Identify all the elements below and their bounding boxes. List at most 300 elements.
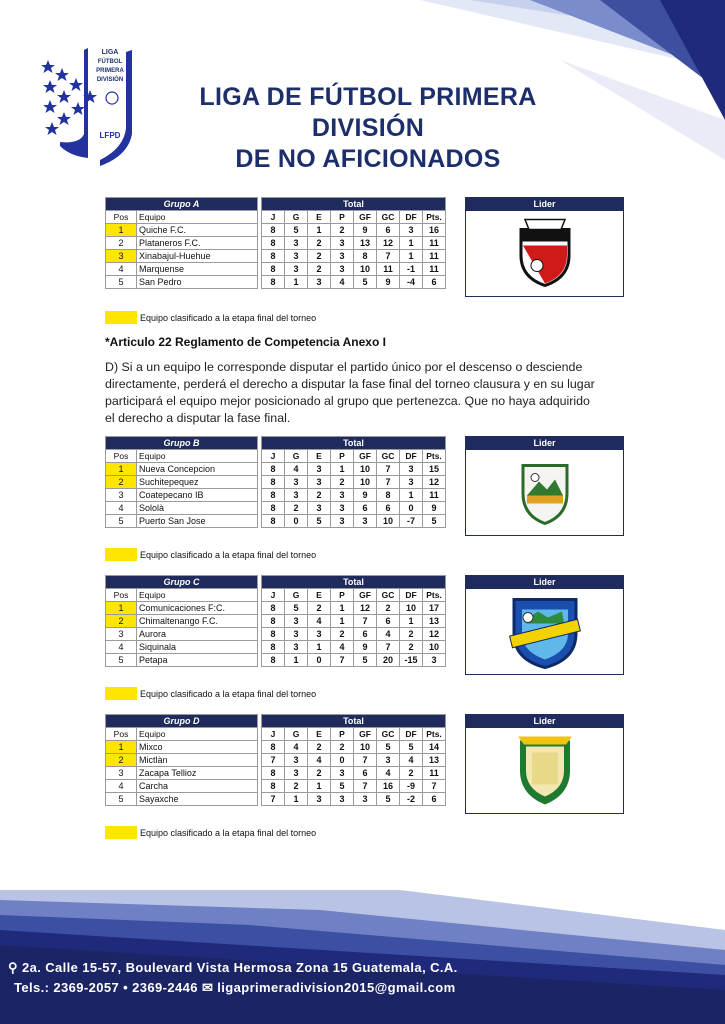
col-g: G [285, 589, 308, 602]
row-pts: 6 [423, 793, 446, 806]
ball-icon [106, 92, 118, 104]
row-gc: 9 [377, 276, 400, 289]
row-p: 3 [331, 237, 354, 250]
leader-header: Lider [466, 576, 623, 589]
row-e: 2 [308, 237, 331, 250]
col-j: J [262, 728, 285, 741]
leader-box [465, 714, 624, 814]
legend-text: Equipo clasificado a la etapa final del torneo [140, 688, 317, 699]
row-df: -4 [400, 276, 423, 289]
quiche-crest-icon [515, 215, 575, 287]
table-row [106, 741, 446, 754]
row-team: Puerto San Jose [137, 515, 258, 528]
col-team: Equipo [137, 450, 258, 463]
table-row [106, 237, 446, 250]
row-j: 8 [262, 224, 285, 237]
row-team: Quiche F.C. [137, 224, 258, 237]
leader-crest [466, 211, 623, 296]
col-p: P [331, 450, 354, 463]
footer-email: ligaprimeradivision2015@gmail.com [217, 980, 456, 995]
row-e: 2 [308, 602, 331, 615]
footer-address-line [8, 960, 458, 976]
col-gc: GC [377, 211, 400, 224]
row-p: 3 [331, 489, 354, 502]
col-df: DF [400, 450, 423, 463]
group-name: Grupo D [106, 715, 258, 728]
row-pts: 10 [423, 641, 446, 654]
title-line-1: LIGA DE FÚTBOL PRIMERA DIVISIÓN [199, 83, 537, 142]
row-p: 1 [331, 602, 354, 615]
col-pos: Pos [106, 589, 137, 602]
table-row [106, 515, 446, 528]
table-row [106, 489, 446, 502]
row-gc: 11 [377, 263, 400, 276]
row-g: 3 [285, 641, 308, 654]
footer-contact-line [14, 980, 456, 996]
row-p: 1 [331, 615, 354, 628]
table-row [106, 276, 446, 289]
row-pos: 2 [106, 615, 137, 628]
row-gf: 10 [354, 741, 377, 754]
col-p: P [331, 589, 354, 602]
row-g: 2 [285, 780, 308, 793]
logo-line-4: DIVISIÓN [96, 77, 124, 83]
col-j: J [262, 589, 285, 602]
row-pts: 11 [423, 767, 446, 780]
row-df: -15 [400, 654, 423, 667]
col-team: Equipo [137, 589, 258, 602]
row-gc: 3 [377, 754, 400, 767]
row-pos: 2 [106, 237, 137, 250]
col-gc: GC [377, 589, 400, 602]
col-g: G [285, 728, 308, 741]
row-gc: 16 [377, 780, 400, 793]
col-e: E [308, 211, 331, 224]
row-gf: 5 [354, 276, 377, 289]
row-gf: 9 [354, 224, 377, 237]
row-gc: 4 [377, 628, 400, 641]
row-g: 5 [285, 224, 308, 237]
row-df: 1 [400, 615, 423, 628]
row-j: 8 [262, 515, 285, 528]
col-df: DF [400, 589, 423, 602]
row-j: 8 [262, 628, 285, 641]
legend-swatch [105, 548, 137, 561]
row-p: 2 [331, 224, 354, 237]
row-gf: 6 [354, 628, 377, 641]
row-team: Mixco [137, 741, 258, 754]
table-row [106, 602, 446, 615]
row-pts: 3 [423, 654, 446, 667]
row-j: 8 [262, 780, 285, 793]
row-p: 3 [331, 502, 354, 515]
row-gf: 13 [354, 237, 377, 250]
col-p: P [331, 211, 354, 224]
row-df: -2 [400, 793, 423, 806]
total-header: Total [262, 198, 446, 211]
row-p: 3 [331, 793, 354, 806]
table-row [106, 793, 446, 806]
row-g: 3 [285, 476, 308, 489]
row-gf: 7 [354, 780, 377, 793]
col-team: Equipo [137, 728, 258, 741]
row-e: 3 [308, 502, 331, 515]
row-p: 2 [331, 741, 354, 754]
row-e: 2 [308, 250, 331, 263]
col-pts: Pts. [423, 450, 446, 463]
col-pts: Pts. [423, 211, 446, 224]
row-team: Nueva Concepcion [137, 463, 258, 476]
table-row [106, 250, 446, 263]
row-e: 4 [308, 754, 331, 767]
row-j: 8 [262, 276, 285, 289]
col-pts: Pts. [423, 728, 446, 741]
row-pts: 16 [423, 224, 446, 237]
row-pos: 1 [106, 224, 137, 237]
row-team: Plataneros F.C. [137, 237, 258, 250]
leader-box [465, 436, 624, 536]
legend-a [105, 311, 316, 324]
row-gf: 7 [354, 615, 377, 628]
row-gf: 9 [354, 641, 377, 654]
standings-table [105, 575, 446, 667]
row-j: 8 [262, 654, 285, 667]
total-header: Total [262, 437, 446, 450]
col-p: P [331, 728, 354, 741]
row-pts: 15 [423, 463, 446, 476]
row-gf: 5 [354, 654, 377, 667]
table-row [106, 224, 446, 237]
row-e: 3 [308, 793, 331, 806]
row-team: Zacapa Tellioz [137, 767, 258, 780]
row-g: 4 [285, 463, 308, 476]
legend-text: Equipo clasificado a la etapa final del torneo [140, 312, 317, 323]
legend-swatch [105, 826, 137, 839]
row-team: Coatepecano IB [137, 489, 258, 502]
row-pts: 17 [423, 602, 446, 615]
row-pts: 13 [423, 615, 446, 628]
footer [0, 870, 725, 1024]
row-p: 3 [331, 515, 354, 528]
row-pos: 4 [106, 780, 137, 793]
row-df: 10 [400, 602, 423, 615]
row-j: 8 [262, 641, 285, 654]
table-row [106, 476, 446, 489]
row-pos: 1 [106, 463, 137, 476]
row-j: 8 [262, 463, 285, 476]
table-row [106, 641, 446, 654]
leader-header: Lider [466, 198, 623, 211]
standings-table [105, 197, 446, 289]
row-p: 3 [331, 250, 354, 263]
row-j: 8 [262, 476, 285, 489]
row-j: 8 [262, 489, 285, 502]
row-j: 8 [262, 237, 285, 250]
col-pos: Pos [106, 211, 137, 224]
row-pos: 2 [106, 476, 137, 489]
col-gf: GF [354, 450, 377, 463]
row-gc: 7 [377, 463, 400, 476]
email-icon: ✉ [201, 980, 214, 995]
row-g: 0 [285, 515, 308, 528]
row-df: -7 [400, 515, 423, 528]
col-pts: Pts. [423, 589, 446, 602]
row-pts: 5 [423, 515, 446, 528]
row-g: 3 [285, 263, 308, 276]
row-df: 1 [400, 489, 423, 502]
row-gc: 7 [377, 641, 400, 654]
row-team: Siquinala [137, 641, 258, 654]
row-df: 2 [400, 641, 423, 654]
col-g: G [285, 450, 308, 463]
row-gf: 7 [354, 754, 377, 767]
row-j: 8 [262, 602, 285, 615]
logo-abbr: LFPD [99, 131, 121, 140]
footer-phones: Tels.: 2369-2057 • 2369-2446 [14, 980, 198, 995]
table-row [106, 615, 446, 628]
row-e: 2 [308, 767, 331, 780]
row-gf: 10 [354, 263, 377, 276]
col-df: DF [400, 728, 423, 741]
legend-c [105, 687, 316, 700]
row-pos: 3 [106, 767, 137, 780]
row-gc: 7 [377, 476, 400, 489]
row-gf: 3 [354, 515, 377, 528]
legend-d [105, 826, 316, 839]
row-team: Suchitepequez [137, 476, 258, 489]
row-gf: 12 [354, 602, 377, 615]
row-pts: 14 [423, 741, 446, 754]
row-team: Petapa [137, 654, 258, 667]
col-j: J [262, 211, 285, 224]
row-p: 4 [331, 641, 354, 654]
row-e: 2 [308, 741, 331, 754]
total-header: Total [262, 715, 446, 728]
row-gf: 10 [354, 476, 377, 489]
row-df: 2 [400, 767, 423, 780]
table-row [106, 502, 446, 515]
row-e: 2 [308, 263, 331, 276]
table-row [106, 628, 446, 641]
row-pos: 1 [106, 741, 137, 754]
row-e: 4 [308, 615, 331, 628]
row-j: 8 [262, 502, 285, 515]
row-j: 8 [262, 767, 285, 780]
row-j: 7 [262, 793, 285, 806]
row-gf: 3 [354, 793, 377, 806]
row-g: 3 [285, 628, 308, 641]
row-gc: 8 [377, 489, 400, 502]
row-pts: 12 [423, 476, 446, 489]
row-pos: 3 [106, 628, 137, 641]
row-gc: 20 [377, 654, 400, 667]
row-team: Aurora [137, 628, 258, 641]
leader-crest [466, 728, 623, 813]
row-df: 3 [400, 463, 423, 476]
row-df: -1 [400, 263, 423, 276]
row-pts: 11 [423, 237, 446, 250]
row-j: 8 [262, 250, 285, 263]
row-e: 3 [308, 276, 331, 289]
row-pos: 5 [106, 654, 137, 667]
leader-box [465, 575, 624, 675]
row-g: 3 [285, 489, 308, 502]
row-team: Carcha [137, 780, 258, 793]
logo-line-1: LIGA [101, 49, 119, 56]
row-g: 2 [285, 502, 308, 515]
row-pos: 3 [106, 489, 137, 502]
row-g: 4 [285, 741, 308, 754]
row-p: 2 [331, 476, 354, 489]
page-title [158, 82, 578, 175]
row-pts: 11 [423, 489, 446, 502]
article-text: D) Si a un equipo le corresponde disputar el partido único por el descenso o desciende directamente, perderá el derecho a disputar la fase final del torneo clausura y en su lugar participará el equipo mejor posicionado al grupo que pertenezca. Que no haya adquirido el derecho a disputar la fase final. [105, 360, 595, 425]
row-team: Comunicaciones F:C. [137, 602, 258, 615]
row-g: 3 [285, 237, 308, 250]
row-team: Chimaltenango F.C. [137, 615, 258, 628]
row-gc: 12 [377, 237, 400, 250]
row-j: 7 [262, 754, 285, 767]
row-e: 1 [308, 780, 331, 793]
row-gf: 6 [354, 767, 377, 780]
table-row [106, 654, 446, 667]
row-e: 3 [308, 476, 331, 489]
row-team: Xinabajul-Huehue [137, 250, 258, 263]
row-p: 3 [331, 767, 354, 780]
nueva-concepcion-crest-icon [517, 455, 573, 525]
col-gf: GF [354, 211, 377, 224]
row-gc: 5 [377, 793, 400, 806]
row-e: 5 [308, 515, 331, 528]
footer-address: 2a. Calle 15-57, Boulevard Vista Hermosa Zona 15 Guatemala, C.A. [21, 960, 458, 975]
row-pts: 9 [423, 502, 446, 515]
row-g: 1 [285, 793, 308, 806]
row-pos: 4 [106, 263, 137, 276]
group-name: Grupo A [106, 198, 258, 211]
row-team: San Pedro [137, 276, 258, 289]
row-gc: 6 [377, 224, 400, 237]
row-gc: 5 [377, 741, 400, 754]
row-df: 1 [400, 250, 423, 263]
row-pos: 1 [106, 602, 137, 615]
row-j: 8 [262, 263, 285, 276]
standings-table [105, 436, 446, 528]
row-gc: 4 [377, 767, 400, 780]
table-row [106, 754, 446, 767]
row-e: 2 [308, 489, 331, 502]
row-g: 1 [285, 276, 308, 289]
row-pts: 7 [423, 780, 446, 793]
legend-text: Equipo clasificado a la etapa final del torneo [140, 827, 317, 838]
row-pts: 13 [423, 754, 446, 767]
league-logo [40, 38, 150, 178]
row-df: 5 [400, 741, 423, 754]
row-gc: 10 [377, 515, 400, 528]
leader-box [465, 197, 624, 297]
legend-b [105, 548, 316, 561]
row-team: Sayaxche [137, 793, 258, 806]
col-gf: GF [354, 728, 377, 741]
leader-crest [466, 450, 623, 535]
row-e: 1 [308, 641, 331, 654]
standings-table [105, 714, 446, 806]
row-p: 1 [331, 463, 354, 476]
comunicaciones-crest-icon [506, 589, 584, 669]
row-g: 3 [285, 767, 308, 780]
col-gc: GC [377, 450, 400, 463]
row-gf: 8 [354, 250, 377, 263]
legend-text: Equipo clasificado a la etapa final del torneo [140, 549, 317, 560]
row-p: 2 [331, 628, 354, 641]
row-team: Marquense [137, 263, 258, 276]
logo-line-3: PRIMERA [96, 68, 124, 74]
row-gc: 6 [377, 615, 400, 628]
leader-header: Lider [466, 715, 623, 728]
row-gf: 6 [354, 502, 377, 515]
row-e: 3 [308, 463, 331, 476]
row-pts: 6 [423, 276, 446, 289]
row-g: 5 [285, 602, 308, 615]
row-pos: 4 [106, 502, 137, 515]
row-p: 7 [331, 654, 354, 667]
row-df: 2 [400, 628, 423, 641]
row-pts: 11 [423, 250, 446, 263]
row-g: 1 [285, 654, 308, 667]
row-gf: 10 [354, 463, 377, 476]
col-team: Equipo [137, 211, 258, 224]
row-p: 0 [331, 754, 354, 767]
row-gc: 2 [377, 602, 400, 615]
title-line-2: DE NO AFICIONADOS [235, 145, 501, 173]
row-pos: 5 [106, 276, 137, 289]
logo-line-2: FÚTBOL [97, 59, 123, 65]
col-pos: Pos [106, 728, 137, 741]
table-row [106, 767, 446, 780]
footer-decoration [0, 870, 725, 1024]
leader-header: Lider [466, 437, 623, 450]
col-gf: GF [354, 589, 377, 602]
total-header: Total [262, 576, 446, 589]
col-e: E [308, 728, 331, 741]
row-df: 3 [400, 224, 423, 237]
col-pos: Pos [106, 450, 137, 463]
article-title: *Articulo 22 Reglamento de Competencia Anexo I [105, 335, 386, 349]
row-e: 0 [308, 654, 331, 667]
group-name: Grupo C [106, 576, 258, 589]
mixco-crest-icon [514, 730, 576, 806]
row-p: 3 [331, 263, 354, 276]
row-gc: 7 [377, 250, 400, 263]
location-pin-icon: ⚲ [8, 960, 18, 975]
table-row [106, 263, 446, 276]
row-pos: 2 [106, 754, 137, 767]
row-g: 3 [285, 250, 308, 263]
table-row [106, 780, 446, 793]
row-gf: 9 [354, 489, 377, 502]
row-p: 4 [331, 276, 354, 289]
row-pos: 4 [106, 641, 137, 654]
legend-swatch [105, 687, 137, 700]
row-df: 0 [400, 502, 423, 515]
col-e: E [308, 589, 331, 602]
row-gc: 6 [377, 502, 400, 515]
row-pos: 5 [106, 793, 137, 806]
legend-swatch [105, 311, 137, 324]
row-df: -9 [400, 780, 423, 793]
row-pos: 5 [106, 515, 137, 528]
row-df: 1 [400, 237, 423, 250]
row-g: 3 [285, 615, 308, 628]
